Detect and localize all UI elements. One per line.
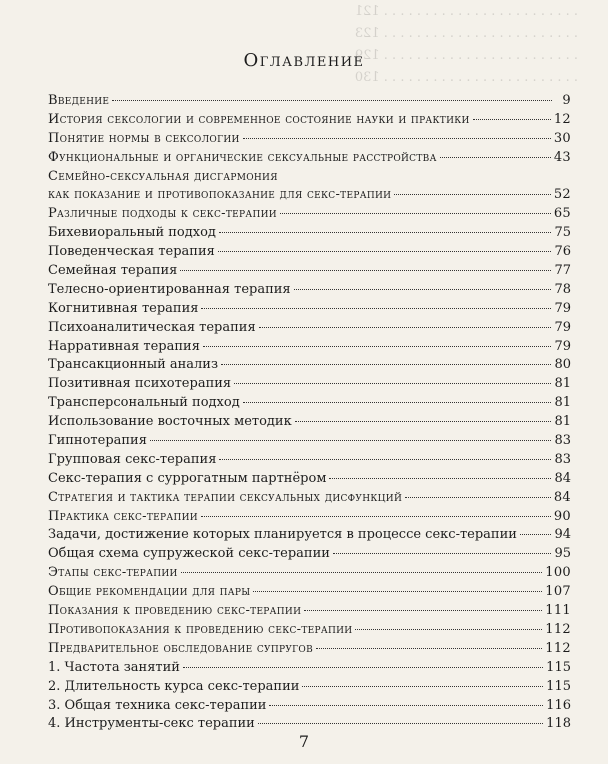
toc-entry-page: 116 <box>546 697 571 713</box>
dot-leader <box>520 533 552 535</box>
toc-entry <box>48 224 571 243</box>
toc-entry-title: Групповая секс-терапия <box>48 451 217 467</box>
toc-entry-title: Введение <box>48 93 110 108</box>
toc-entry <box>48 375 571 394</box>
toc-entry-title: Нарративная терапия <box>48 338 200 354</box>
dot-leader <box>218 250 552 252</box>
toc-entry-page: 9 <box>562 93 571 108</box>
dot-leader <box>234 382 551 384</box>
toc-entry-title: Трансперсональный подход <box>48 395 240 411</box>
dot-leader <box>302 685 543 687</box>
toc-entry-page: 79 <box>554 338 571 354</box>
toc-entry-page: 83 <box>554 451 571 467</box>
dot-leader <box>304 609 542 611</box>
toc-entry <box>48 168 571 187</box>
toc-entry <box>48 659 571 678</box>
toc-entry <box>48 432 571 451</box>
toc-entry-title: История сексологии и современное состояние науки и практики <box>48 111 470 127</box>
toc-entry <box>48 545 571 564</box>
toc-entry <box>48 262 571 281</box>
toc-entry <box>48 526 571 545</box>
toc-entry-title: Телесно-ориентированная терапия <box>48 281 291 297</box>
dot-leader <box>316 647 542 649</box>
dot-leader <box>440 156 551 158</box>
dot-leader <box>112 99 552 101</box>
toc-entry-page: 95 <box>554 546 571 562</box>
dot-leader <box>219 458 551 460</box>
toc-entry-page: 100 <box>545 565 571 581</box>
toc-entry <box>48 489 571 508</box>
toc-entry <box>48 621 571 640</box>
dot-leader <box>258 722 543 724</box>
dot-leader <box>355 628 542 630</box>
toc-entry <box>48 640 571 659</box>
toc-entry-page: 84 <box>554 470 571 486</box>
toc-entry-page: 80 <box>554 357 571 373</box>
toc-entry-page: 30 <box>553 130 571 146</box>
dot-leader <box>473 118 551 120</box>
toc-entry-page: 79 <box>554 319 571 335</box>
dot-leader <box>295 420 552 422</box>
toc-entry-page: 81 <box>554 395 571 411</box>
toc-entry <box>48 413 571 432</box>
dot-leader <box>329 477 551 479</box>
toc-entry-title: Секс-терапия с суррогатным партнёром <box>48 470 327 486</box>
toc-entry <box>48 111 571 130</box>
toc-entry-title: Трансакционный анализ <box>48 357 219 373</box>
toc-entry-page: 78 <box>554 281 571 297</box>
toc-entry-title: Семейная терапия <box>48 263 178 279</box>
toc-entry <box>48 130 571 149</box>
toc-entry <box>48 243 571 262</box>
toc-entry-title: Когнитивная терапия <box>48 300 199 316</box>
toc-entry-title: Поведенческая терапия <box>48 244 215 260</box>
toc-entry <box>48 149 571 168</box>
dot-leader <box>221 363 551 365</box>
toc-entry-page: 111 <box>545 603 571 619</box>
toc-entry-title: 3. Общая техника секс-терапии <box>48 697 267 713</box>
toc-entry-page: 107 <box>545 584 571 600</box>
toc-entry <box>48 697 571 716</box>
toc-entry <box>48 508 571 527</box>
dot-leader <box>181 571 543 573</box>
toc-entry <box>48 205 571 224</box>
dot-leader <box>243 137 551 139</box>
toc-entry <box>48 338 571 357</box>
toc-entry-page: 75 <box>554 225 571 241</box>
toc-entry-title: Показания к проведению секс-терапии <box>48 603 302 619</box>
dot-leader <box>269 704 543 706</box>
toc-entry <box>48 394 571 413</box>
toc-entry-title: Понятие нормы в сексологии <box>48 130 240 146</box>
toc-entry-page: 94 <box>554 527 571 543</box>
toc-entry-page: 115 <box>546 678 571 694</box>
toc-entry-page: 65 <box>553 206 571 222</box>
dot-leader <box>280 212 551 214</box>
toc-entry-page: 76 <box>554 244 571 260</box>
toc-entry-title: Задачи, достижение которых планируется в процессе секс-терапии <box>48 527 517 543</box>
toc-entry-title: Функциональные и органические сексуальные расстройства <box>48 149 437 165</box>
dot-leader <box>259 326 552 328</box>
toc-entry-title: Психоаналитическая терапия <box>48 319 256 335</box>
toc-entry-title: Предварительное обследование супругов <box>48 640 314 656</box>
table-of-contents <box>48 92 571 734</box>
toc-entry-page: 115 <box>546 659 571 675</box>
toc-entry-title: Практика секс-терапии <box>48 508 198 524</box>
toc-entry <box>48 451 571 470</box>
toc-entry-title: Позитивная психотерапия <box>48 376 232 392</box>
dot-leader <box>219 231 552 233</box>
toc-entry-title: Семейно-сексуальная дисгармония <box>48 168 278 184</box>
toc-entry-page: 79 <box>554 300 571 316</box>
dot-leader <box>203 345 552 347</box>
toc-entry-page: 81 <box>554 414 571 430</box>
toc-entry-page: 81 <box>554 376 571 392</box>
toc-entry-title: Гипнотерапия <box>48 433 147 449</box>
dot-leader <box>201 515 551 517</box>
toc-entry-page: 112 <box>545 640 571 656</box>
toc-entry-title: 1. Частота занятий <box>48 659 180 675</box>
toc-entry-title: Бихевиоральный подход <box>48 225 216 241</box>
toc-entry-page: 43 <box>553 149 571 165</box>
page-title: Оглавление <box>243 50 365 71</box>
toc-entry-title: Этапы секс-терапии <box>48 565 178 581</box>
dot-leader <box>243 401 552 403</box>
toc-entry-page: 52 <box>553 187 571 203</box>
dot-leader <box>183 666 543 668</box>
toc-entry-page: 77 <box>554 263 571 279</box>
toc-entry-title: как показание и противопоказание для секс-терапии <box>48 187 392 203</box>
dot-leader <box>294 288 552 290</box>
toc-entry <box>48 186 571 205</box>
toc-entry <box>48 300 571 319</box>
toc-entry <box>48 583 571 602</box>
dot-leader <box>201 307 551 309</box>
toc-entry <box>48 678 571 697</box>
toc-entry-page: 83 <box>554 433 571 449</box>
toc-entry-title: Общие рекомендации для пары <box>48 584 251 600</box>
dot-leader <box>333 552 552 554</box>
toc-entry-title: Противопоказания к проведению секс-терапии <box>48 621 353 637</box>
toc-entry-page: 112 <box>545 621 571 637</box>
dot-leader <box>150 439 552 441</box>
toc-entry <box>48 281 571 300</box>
toc-entry-title: Стратегия и тактика терапии сексуальных дисфункций <box>48 489 403 505</box>
toc-entry-title: Различные подходы к секс-терапии <box>48 206 277 222</box>
toc-entry-page: 12 <box>553 111 571 127</box>
toc-entry-page: 90 <box>553 508 571 524</box>
bleed-through-text: . . . . . . . . . . . . . . . . . . . . . . . . 121 . . . . . . . . . . . . . . . . . . . . . . . . 123 . . . . . . . . . . . . . . . . . . . . . . . . 129 . . . . . . . . . . . . . . . . . . . . . . . . 130 <box>354 4 578 85</box>
dot-leader <box>253 590 542 592</box>
toc-entry-title: 2. Длительность курса секс-терапии <box>48 678 300 694</box>
toc-entry <box>48 602 571 621</box>
dot-leader <box>405 496 551 498</box>
toc-entry-title: Общая схема супружеской секс-терапии <box>48 546 330 562</box>
dot-leader <box>180 269 551 271</box>
toc-entry <box>48 92 571 111</box>
toc-entry-title: Использование восточных методик <box>48 414 292 430</box>
toc-entry <box>48 470 571 489</box>
toc-entry <box>48 564 571 583</box>
toc-entry <box>48 319 571 338</box>
page-number: 7 <box>298 732 310 751</box>
toc-entry-title: 4. Инструменты-секс терапии <box>48 716 255 732</box>
toc-entry-page: 118 <box>546 716 571 732</box>
toc-entry <box>48 356 571 375</box>
dot-leader <box>394 193 551 195</box>
dot-leader <box>281 176 552 177</box>
toc-entry-page: 84 <box>553 489 571 505</box>
